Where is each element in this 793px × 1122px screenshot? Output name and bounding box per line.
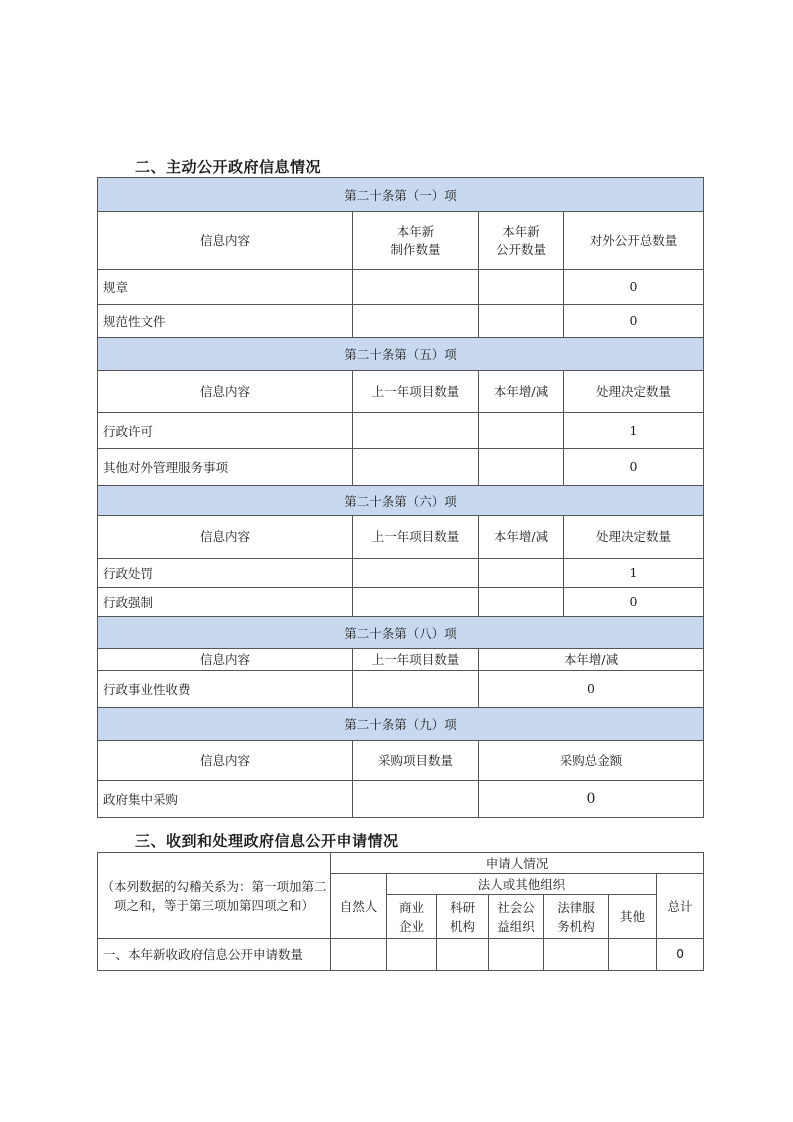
row-label: 行政强制 [98,588,353,617]
header-info: 信息内容 [98,371,353,413]
cell [353,559,479,588]
art8-header [98,649,704,671]
art6-header [98,516,704,559]
cell [353,781,479,818]
art5-header [98,371,704,413]
application-table [97,852,704,971]
cell [609,939,657,971]
art1-title: 第二十条第（一）项 [98,178,704,212]
col-decision: 处理决定数量 [564,516,704,559]
cell [479,413,564,449]
active-disclosure-table [97,177,704,818]
section3-title: 三、收到和处理政府信息公开申请情况 [135,832,399,850]
cell-value: 0 [564,449,704,486]
table-row [98,559,704,588]
row-label: 行政处罚 [98,559,353,588]
col-count: 采购项目数量 [353,741,479,781]
table-row [98,671,704,708]
art5-title: 第二十条第（五）项 [98,338,704,371]
cell [331,939,387,971]
cell-value: 0 [564,305,704,338]
row-label: 规章 [98,270,353,305]
cell-value: 0 [657,939,704,971]
col-total: 对外公开总数量 [564,212,704,270]
section2-title: 二、主动公开政府信息情况 [135,158,322,176]
cell [479,559,564,588]
applicant-header: 申请人情况 [331,853,704,874]
cell-value: 1 [564,413,704,449]
table-row [98,270,704,305]
row-label: 其他对外管理服务事项 [98,449,353,486]
cell [479,305,564,338]
cell [479,588,564,617]
cell [489,939,544,971]
cell [353,270,479,305]
note-cell: （本列数据的勾稽关系为：第一项加第二项之和，等于第三项加第四项之和） [98,853,331,939]
col-decision: 处理决定数量 [564,371,704,413]
table-row [98,413,704,449]
art9-title: 第二十条第（九）项 [98,708,704,741]
applicant-header-row [98,853,704,874]
cell-value: 0 [479,781,704,818]
art1-band [98,178,704,212]
col-prev: 上一年项目数量 [353,516,479,559]
art9-band [98,708,704,741]
row-label: 一、本年新收政府信息公开申请数量 [98,939,331,971]
header-info: 信息内容 [98,649,353,671]
col-prev: 上一年项目数量 [353,649,479,671]
table-row [98,449,704,486]
legal-group-header: 法人或其他组织 [387,874,657,895]
natural-person-header: 自然人 [331,874,387,939]
col-change: 本年增/减 [479,516,564,559]
cell-value: 1 [564,559,704,588]
header-info: 信息内容 [98,741,353,781]
commercial-header: 商业 企业 [387,895,437,939]
art1-header [98,212,704,270]
cell-value: 0 [564,270,704,305]
cell [353,671,479,708]
cell [353,588,479,617]
col-prev: 上一年项目数量 [353,371,479,413]
table-row [98,588,704,617]
col-amount: 采购总金额 [479,741,704,781]
art6-title: 第二十条第（六）项 [98,486,704,516]
art5-band [98,338,704,371]
table-row [98,781,704,818]
total-header: 总计 [657,874,704,939]
art6-band [98,486,704,516]
cell [479,449,564,486]
header-info: 信息内容 [98,516,353,559]
col-new-public: 本年新 公开数量 [479,212,564,270]
research-header: 科研 机构 [437,895,489,939]
cell-value: 0 [479,671,704,708]
art8-title: 第二十条第（八）项 [98,617,704,649]
cell-value: 0 [564,588,704,617]
cell [353,413,479,449]
col-change: 本年增/减 [479,649,704,671]
cell [387,939,437,971]
row-label: 行政许可 [98,413,353,449]
other-header: 其他 [609,895,657,939]
cell [353,305,479,338]
col-change: 本年增/减 [479,371,564,413]
social-header: 社会公 益组织 [489,895,544,939]
row-label: 规范性文件 [98,305,353,338]
table-row [98,305,704,338]
cell [479,270,564,305]
legal-service-header: 法律服 务机构 [544,895,609,939]
art8-band [98,617,704,649]
col-new-made: 本年新 制作数量 [353,212,479,270]
cell [353,449,479,486]
art9-header [98,741,704,781]
cell [544,939,609,971]
header-info: 信息内容 [98,212,353,270]
row-label: 行政事业性收费 [98,671,353,708]
row-label: 政府集中采购 [98,781,353,818]
cell [437,939,489,971]
table-row [98,939,704,971]
